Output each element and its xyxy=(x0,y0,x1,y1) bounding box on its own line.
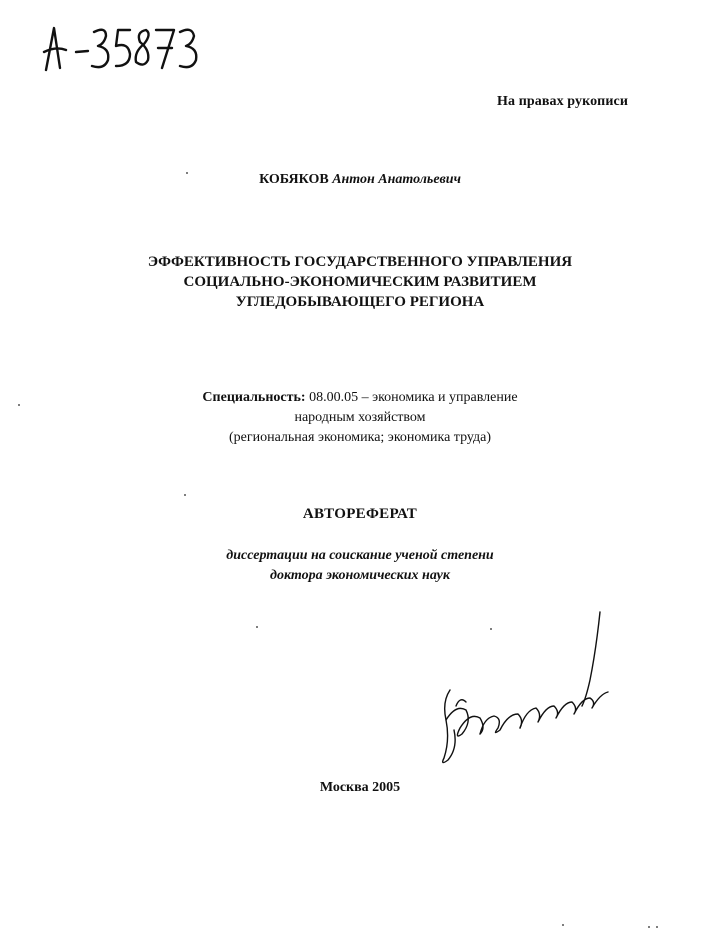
scan-speck xyxy=(656,926,658,928)
author-given-names: Антон Анатольевич xyxy=(332,172,461,187)
scan-speck xyxy=(184,494,186,496)
degree-line: диссертации на соискание ученой степени xyxy=(226,548,494,563)
author-name xyxy=(0,172,720,188)
dissertation-title xyxy=(60,252,660,312)
specialty-code: 08.00.05 – экономика и управление xyxy=(309,390,518,405)
scan-speck xyxy=(562,924,564,926)
specialty-line-1 xyxy=(60,388,660,408)
specialty-line-2: народным хозяйством xyxy=(294,410,426,425)
title-line: УГЛЕДОБЫВАЮЩЕГО РЕГИОНА xyxy=(235,294,485,310)
scan-speck xyxy=(490,628,492,630)
author-surname: КОБЯКОВ xyxy=(259,172,329,187)
title-line: СОЦИАЛЬНО-ЭКОНОМИЧЕСКИМ РАЗВИТИЕМ xyxy=(183,274,537,290)
scan-speck xyxy=(648,926,650,928)
document-type: АВТОРЕФЕРАТ xyxy=(302,506,418,522)
degree-line: доктора экономических наук xyxy=(270,568,450,583)
author-signature xyxy=(436,610,616,770)
title-line: ЭФФЕКТИВНОСТЬ ГОСУДАРСТВЕННОГО УПРАВЛЕНИЯ xyxy=(147,254,573,270)
rights-note: На правах рукописи xyxy=(497,94,628,109)
scan-speck xyxy=(18,404,20,406)
scan-speck xyxy=(256,626,258,628)
handwritten-archive-code xyxy=(42,22,202,74)
signature-drawing xyxy=(436,610,616,770)
degree-description xyxy=(60,546,660,586)
handwritten-code-drawing xyxy=(42,22,202,74)
city-and-year: Москва 2005 xyxy=(319,780,401,795)
specialty-label: Специальность: xyxy=(202,390,306,405)
specialty-block xyxy=(60,388,660,448)
specialty-line-3: (региональная экономика; экономика труда) xyxy=(228,430,492,445)
scan-speck xyxy=(186,172,188,174)
